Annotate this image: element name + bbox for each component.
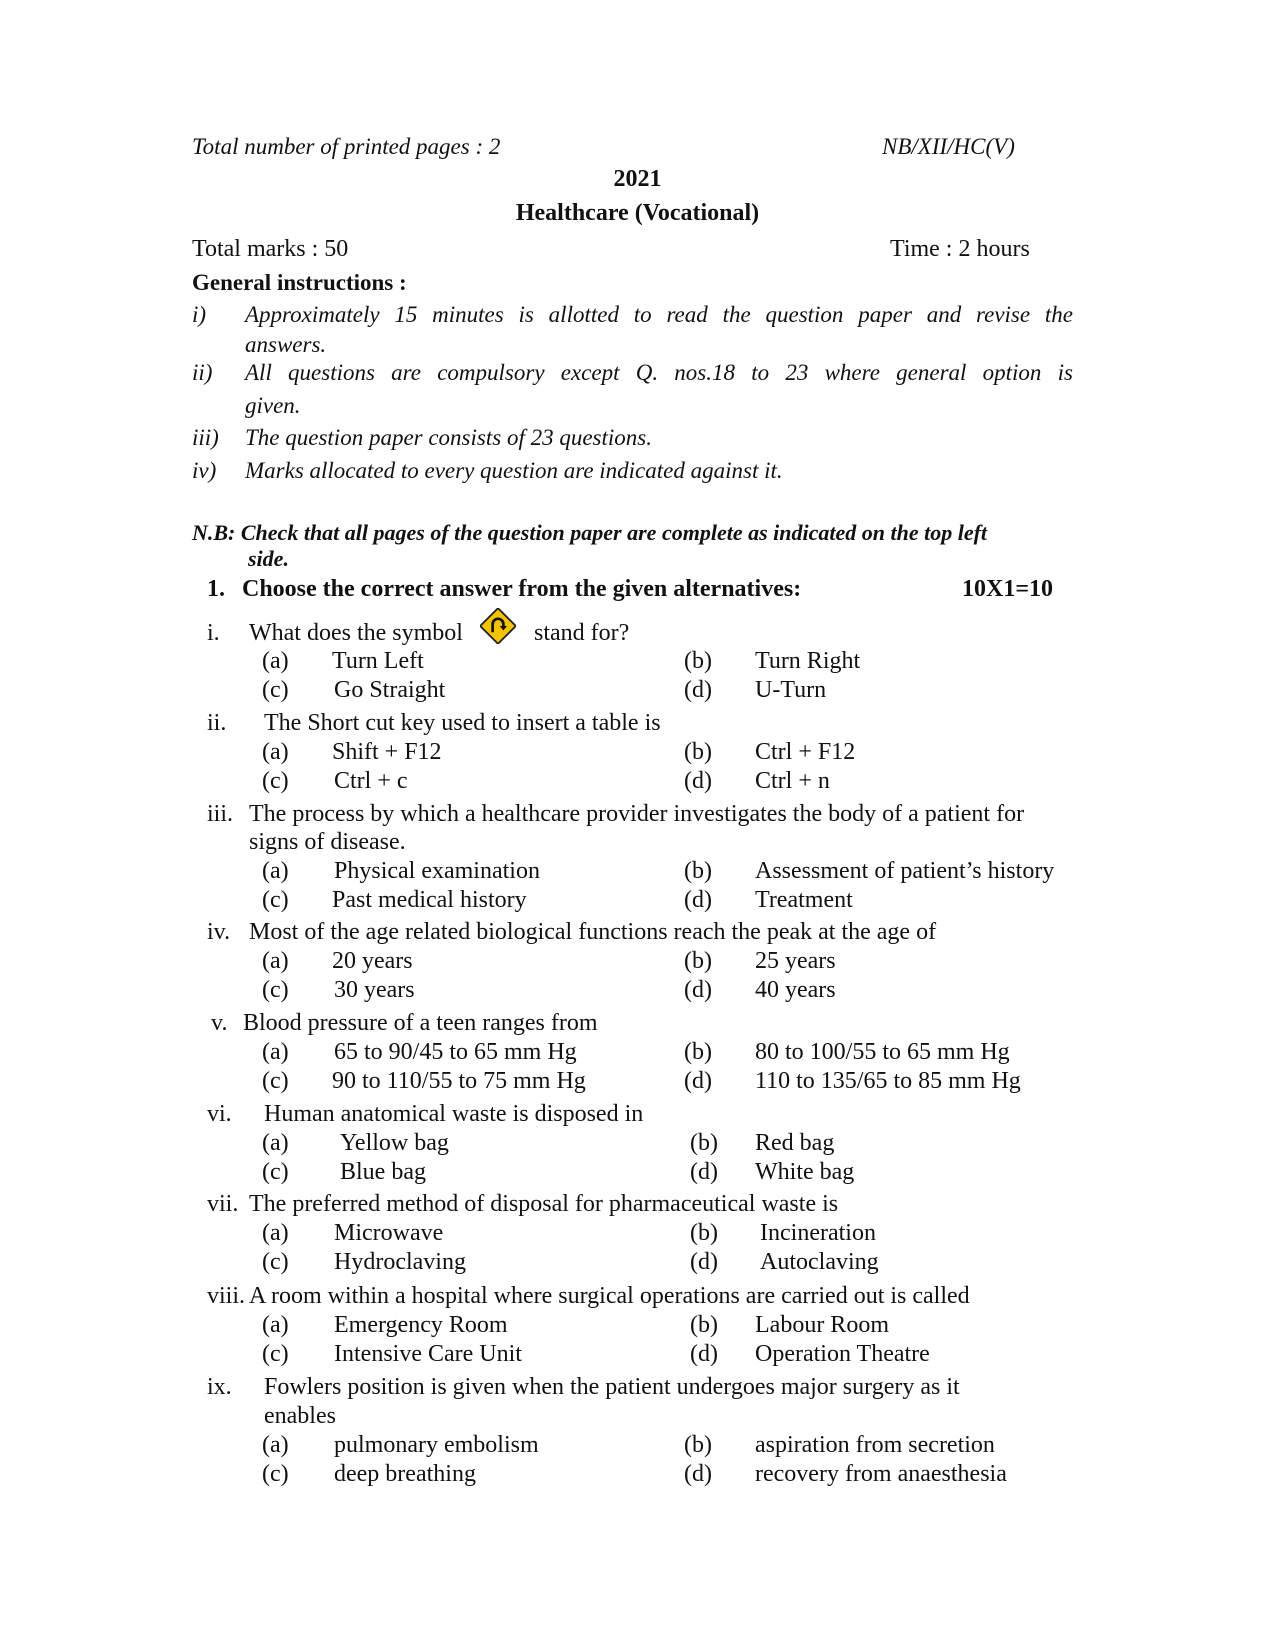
option-text: Labour Room — [755, 1312, 889, 1338]
option-text: Microwave — [334, 1220, 444, 1246]
option-text: deep breathing — [334, 1461, 476, 1487]
total-marks: Total marks : 50 — [192, 236, 349, 262]
option-label: (b) — [684, 1039, 712, 1065]
subquestion-number: ix. — [207, 1374, 232, 1400]
option-label: (c) — [262, 1461, 289, 1487]
option-label: (a) — [262, 1130, 289, 1156]
option-label: (b) — [690, 1220, 718, 1246]
option-label: (b) — [684, 1432, 712, 1458]
subquestion-number: v. — [211, 1010, 228, 1036]
option-text: recovery from anaesthesia — [755, 1461, 1007, 1487]
question-text: Choose the correct answer from the given alternatives: — [242, 576, 802, 602]
option-text: Shift + F12 — [332, 739, 442, 765]
paper-code: NB/XII/HC(V) — [882, 134, 1015, 159]
option-text: Past medical history — [332, 887, 527, 913]
option-label: (c) — [262, 1341, 289, 1367]
option-label: (c) — [262, 768, 289, 794]
nb-note-cont: side. — [248, 546, 289, 571]
subquestion-number: iii. — [207, 801, 234, 827]
question-marks: 10X1=10 — [962, 576, 1054, 602]
subquestion-text: Most of the age related biological functions reach the peak at the age of — [249, 919, 937, 945]
option-text: Red bag — [755, 1130, 835, 1156]
option-label: (d) — [684, 887, 712, 913]
option-label: (a) — [262, 1220, 289, 1246]
option-label: (c) — [262, 977, 289, 1003]
option-text: Go Straight — [334, 677, 446, 703]
subquestion-number: viii. — [207, 1283, 246, 1309]
subquestion-number: ii. — [207, 710, 227, 736]
option-text: Operation Theatre — [755, 1341, 930, 1367]
option-label: (c) — [262, 677, 289, 703]
instruction-number: ii) — [192, 360, 213, 385]
option-label: (d) — [684, 977, 712, 1003]
option-text: 25 years — [755, 948, 836, 974]
subquestion-text: What does the symbol — [249, 620, 463, 646]
option-text: Incineration — [760, 1220, 876, 1246]
printed-pages-note: Total number of printed pages : 2 — [192, 134, 501, 159]
subquestion-text: A room within a hospital where surgical operations are carried out is called — [249, 1283, 970, 1309]
option-label: (d) — [690, 1341, 718, 1367]
option-label: (d) — [690, 1159, 718, 1185]
option-text: Emergency Room — [334, 1312, 508, 1338]
option-label: (d) — [690, 1249, 718, 1275]
option-label: (d) — [684, 768, 712, 794]
option-label: (c) — [262, 1159, 289, 1185]
nb-note: N.B: Check that all pages of the question paper are complete as indicated on the top left — [192, 520, 988, 545]
option-label: (b) — [684, 739, 712, 765]
question-number: 1. — [207, 576, 225, 602]
subquestion-text: Blood pressure of a teen ranges from — [243, 1010, 598, 1036]
option-text: U-Turn — [755, 677, 827, 703]
option-text: Turn Right — [755, 648, 861, 674]
instruction-text: Marks allocated to every question are indicated against it. — [245, 458, 783, 483]
option-label: (a) — [262, 858, 289, 884]
option-text: aspiration from secretion — [755, 1432, 995, 1458]
option-label: (b) — [684, 648, 712, 674]
subquestion-number: vii. — [207, 1191, 239, 1217]
option-text: Physical examination — [334, 858, 540, 884]
instruction-text: Approximately 15 minutes is allotted to read the question paper and revise the — [245, 302, 1073, 327]
option-text: White bag — [755, 1159, 855, 1185]
instruction-text: All questions are compulsory except Q. nos.18 to 23 where general option is — [245, 360, 1073, 385]
option-label: (c) — [262, 1249, 289, 1275]
option-label: (d) — [684, 677, 712, 703]
option-label: (c) — [262, 887, 289, 913]
option-label: (a) — [262, 1432, 289, 1458]
option-label: (d) — [684, 1068, 712, 1094]
subquestion-text-cont: signs of disease. — [249, 829, 406, 855]
option-label: (a) — [262, 648, 289, 674]
instruction-text: The question paper consists of 23 questions. — [245, 425, 652, 450]
subquestion-text: The Short cut key used to insert a table is — [264, 710, 661, 736]
option-text: pulmonary embolism — [334, 1432, 539, 1458]
option-label: (d) — [684, 1461, 712, 1487]
subquestion-number: iv. — [207, 919, 231, 945]
instructions-heading: General instructions : — [192, 270, 407, 295]
option-text: Ctrl + c — [334, 768, 408, 794]
subquestion-text: Fowlers position is given when the patient undergoes major surgery as it — [264, 1374, 960, 1400]
instruction-number: iii) — [192, 425, 219, 450]
option-label: (b) — [690, 1130, 718, 1156]
subquestion-text: The preferred method of disposal for pharmaceutical waste is — [249, 1191, 839, 1217]
option-label: (b) — [684, 948, 712, 974]
u-turn-sign-icon — [480, 608, 516, 644]
option-label: (a) — [262, 1312, 289, 1338]
instruction-number: iv) — [192, 458, 217, 483]
option-text: 110 to 135/65 to 85 mm Hg — [755, 1068, 1021, 1094]
option-text: Ctrl + F12 — [755, 739, 856, 765]
option-text: 80 to 100/55 to 65 mm Hg — [755, 1039, 1010, 1065]
option-text: Autoclaving — [760, 1249, 879, 1275]
option-text: Treatment — [755, 887, 853, 913]
subject-title: Healthcare (Vocational) — [515, 200, 760, 226]
option-label: (c) — [262, 1068, 289, 1094]
time-allowed: Time : 2 hours — [890, 236, 1030, 262]
option-text: 65 to 90/45 to 65 mm Hg — [334, 1039, 577, 1065]
subquestion-text: The process by which a healthcare provider investigates the body of a patient for — [249, 801, 1025, 827]
instruction-text-cont: given. — [245, 393, 301, 418]
exam-year: 2021 — [613, 166, 662, 192]
option-text: Intensive Care Unit — [334, 1341, 522, 1367]
option-text: Blue bag — [340, 1159, 426, 1185]
instruction-text-cont: answers. — [245, 332, 327, 357]
subquestion-number: i. — [207, 620, 220, 646]
subquestion-number: vi. — [207, 1101, 232, 1127]
option-label: (b) — [690, 1312, 718, 1338]
option-text: Hydroclaving — [334, 1249, 466, 1275]
option-label: (b) — [684, 858, 712, 884]
subquestion-text-end: stand for? — [534, 620, 630, 646]
subquestion-text-cont: enables — [264, 1403, 336, 1429]
option-text: Ctrl + n — [755, 768, 830, 794]
option-text: Yellow bag — [340, 1130, 449, 1156]
instruction-number: i) — [192, 302, 207, 327]
option-text: 20 years — [332, 948, 413, 974]
subquestion-text: Human anatomical waste is disposed in — [264, 1101, 644, 1127]
option-text: 30 years — [334, 977, 415, 1003]
option-label: (a) — [262, 739, 289, 765]
option-label: (a) — [262, 1039, 289, 1065]
option-text: 90 to 110/55 to 75 mm Hg — [332, 1068, 586, 1094]
option-text: 40 years — [755, 977, 836, 1003]
option-label: (a) — [262, 948, 289, 974]
option-text: Turn Left — [332, 648, 424, 674]
option-text: Assessment of patient’s history — [755, 858, 1055, 884]
